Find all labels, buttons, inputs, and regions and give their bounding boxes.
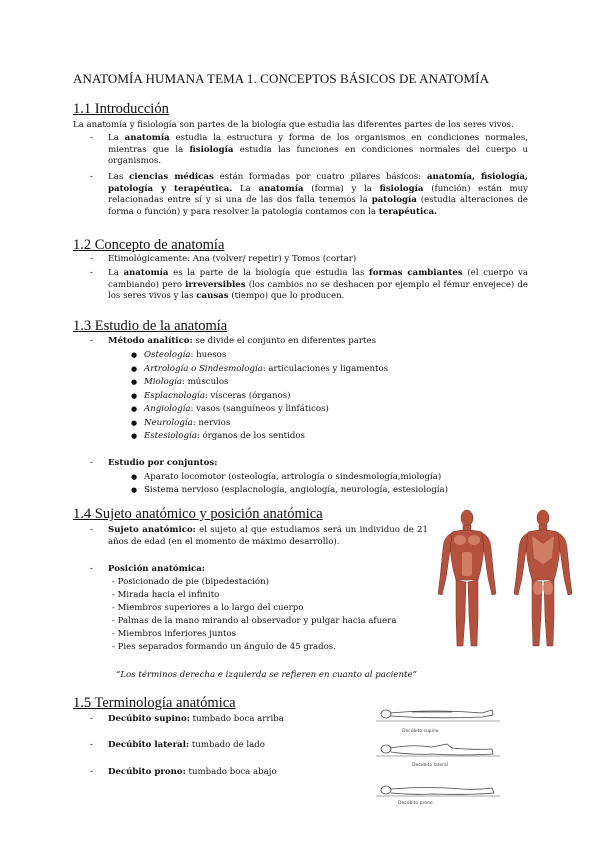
section-4-heading: 1.4 Sujeto anatómico y posición anatómica [73, 506, 323, 522]
anatomy-figure-front [432, 508, 502, 652]
decubito-prono: Decúbito prono: tumbado boca abajo [108, 767, 277, 777]
section-1-intro: La anatomía y fisiología son partes de la biología que estudia las diferentes partes de los seres vivos. [73, 120, 514, 130]
posicion-item: - Miembros inferiores juntos [112, 629, 237, 639]
dash-marker: - [90, 714, 94, 724]
section-2-bullet-2: La anatomía es la parte de la biología que estudia las formas cambiantes (el cuerpo va cambiando) pero irreversibles (los cambios no se deshacen por ejemplo el fémur envejece) de los seres vivos y las causas (tiempo) que lo producen. [108, 268, 528, 302]
bullet-marker: ● [131, 419, 138, 427]
caption-lateral: Decúbito lateral [412, 763, 449, 768]
dash-marker: - [90, 172, 94, 182]
analitico-item: Estesiología: órganos de los sentidos [144, 431, 305, 441]
section-5-heading: 1.5 Terminología anatómica [73, 695, 236, 711]
section-2-bullet-1: Etimológicamente: Ana (volver/ repetir) y Tomos (cortar) [108, 254, 357, 264]
posicion-item: - Miembros superiores a lo largo del cuerpo [112, 603, 304, 613]
analitico-item: Neurología: nervios [144, 418, 231, 428]
section-3-heading: 1.3 Estudio de la anatomía [73, 318, 228, 334]
dash-marker: - [90, 133, 94, 143]
anatomy-figure-back [508, 508, 578, 652]
analitico-item: Osteología: huesos [144, 350, 227, 360]
dash-marker: - [90, 254, 94, 264]
decubito-supino: Decúbito supino: tumbado boca arriba [108, 714, 284, 724]
posicion-item: - Palmas de la mano mirando al observador y pulgar hacia afuera [112, 616, 397, 626]
section-1-heading: 1.1 Introducción [73, 101, 169, 117]
document-title: ANATOMÍA HUMANA TEMA 1. CONCEPTOS BÁSICOS DE ANATOMÍA [73, 71, 490, 86]
bullet-marker: ● [131, 432, 138, 440]
analitico-item: Angiología: vasos (sanguíneos y linfáticos) [144, 404, 329, 414]
dash-marker: - [90, 564, 94, 574]
posicion-item: - Pies separados formando un ángulo de 45 grados. [112, 642, 336, 652]
anatomical-quote: “Los términos derecha e izquierda se refieren en cuanto al paciente” [116, 670, 417, 680]
analitico-item: Miología: músculos [144, 377, 229, 387]
bullet-marker: ● [131, 378, 138, 386]
analitico-item: Esplacnología: vísceras (órganos) [144, 391, 291, 401]
dash-marker: - [90, 268, 94, 278]
dash-marker: - [90, 525, 94, 535]
posicion-item: - Posicionado de pie (bipedestación) [112, 577, 269, 587]
caption-prono: Decúbito prono [398, 801, 433, 806]
bullet-marker: ● [131, 365, 138, 373]
dash-marker: - [90, 740, 94, 750]
sujeto-anatomico: Sujeto anatómico: el sujeto al que estudiamos será un individuo de 21 años de edad (en el momento de máximo desarrollo). [108, 525, 428, 547]
dash-marker: - [90, 336, 94, 346]
decubito-prono-figure [372, 776, 506, 810]
posicion-anatomica: Posición anatómica: [108, 564, 205, 574]
section-2-heading: 1.2 Concepto de anatomía [73, 237, 225, 253]
decubito-supino-figure [372, 700, 506, 736]
bullet-marker: ● [131, 473, 138, 481]
estudio-conjuntos: Estudio por conjuntos: [108, 458, 218, 468]
decubito-lateral-figure [372, 738, 506, 772]
bullet-marker: ● [131, 486, 138, 494]
conjuntos-item: Sistema nervioso (esplacnología, angiología, neurología, estesiología) [144, 485, 448, 495]
caption-supino: Decúbito supino [402, 729, 439, 734]
dash-marker: - [90, 458, 94, 468]
analitico-item: Artrología o Sindesmología: articulaciones y ligamentos [144, 364, 389, 374]
metodo-analitico: Método analítico: se divide el conjunto en diferentes partes [108, 336, 376, 346]
posicion-item: - Mirada hacia el infinito [112, 590, 220, 600]
dash-marker: - [90, 767, 94, 777]
conjuntos-item: Aparato locomotor (osteología, artrología o sindesmología,miología) [144, 472, 442, 482]
bullet-marker: ● [131, 392, 138, 400]
section-1-bullet-1: La anatomía estudia la estructura y forma de los organismos en condiciones normales, mientras que la fisiología estudia las funciones en condiciones normales del cuerpo u organismos. [108, 133, 529, 167]
decubito-lateral: Decúbito lateral: tumbado de lado [108, 740, 265, 750]
bullet-marker: ● [131, 405, 138, 413]
section-1-bullet-2: Las ciencias médicas están formadas por cuatro pilares básicos: anatomía, fisiología, patología y terapéutica. La anatomía (forma) y la fisiología (función) están muy relacionadas entre sí y si una de las dos falla tenemos la patología (estudia alteraciones de forma o función) y para resolver la patología contamos con la terapéutica. [108, 172, 528, 217]
bullet-marker: ● [131, 351, 138, 359]
